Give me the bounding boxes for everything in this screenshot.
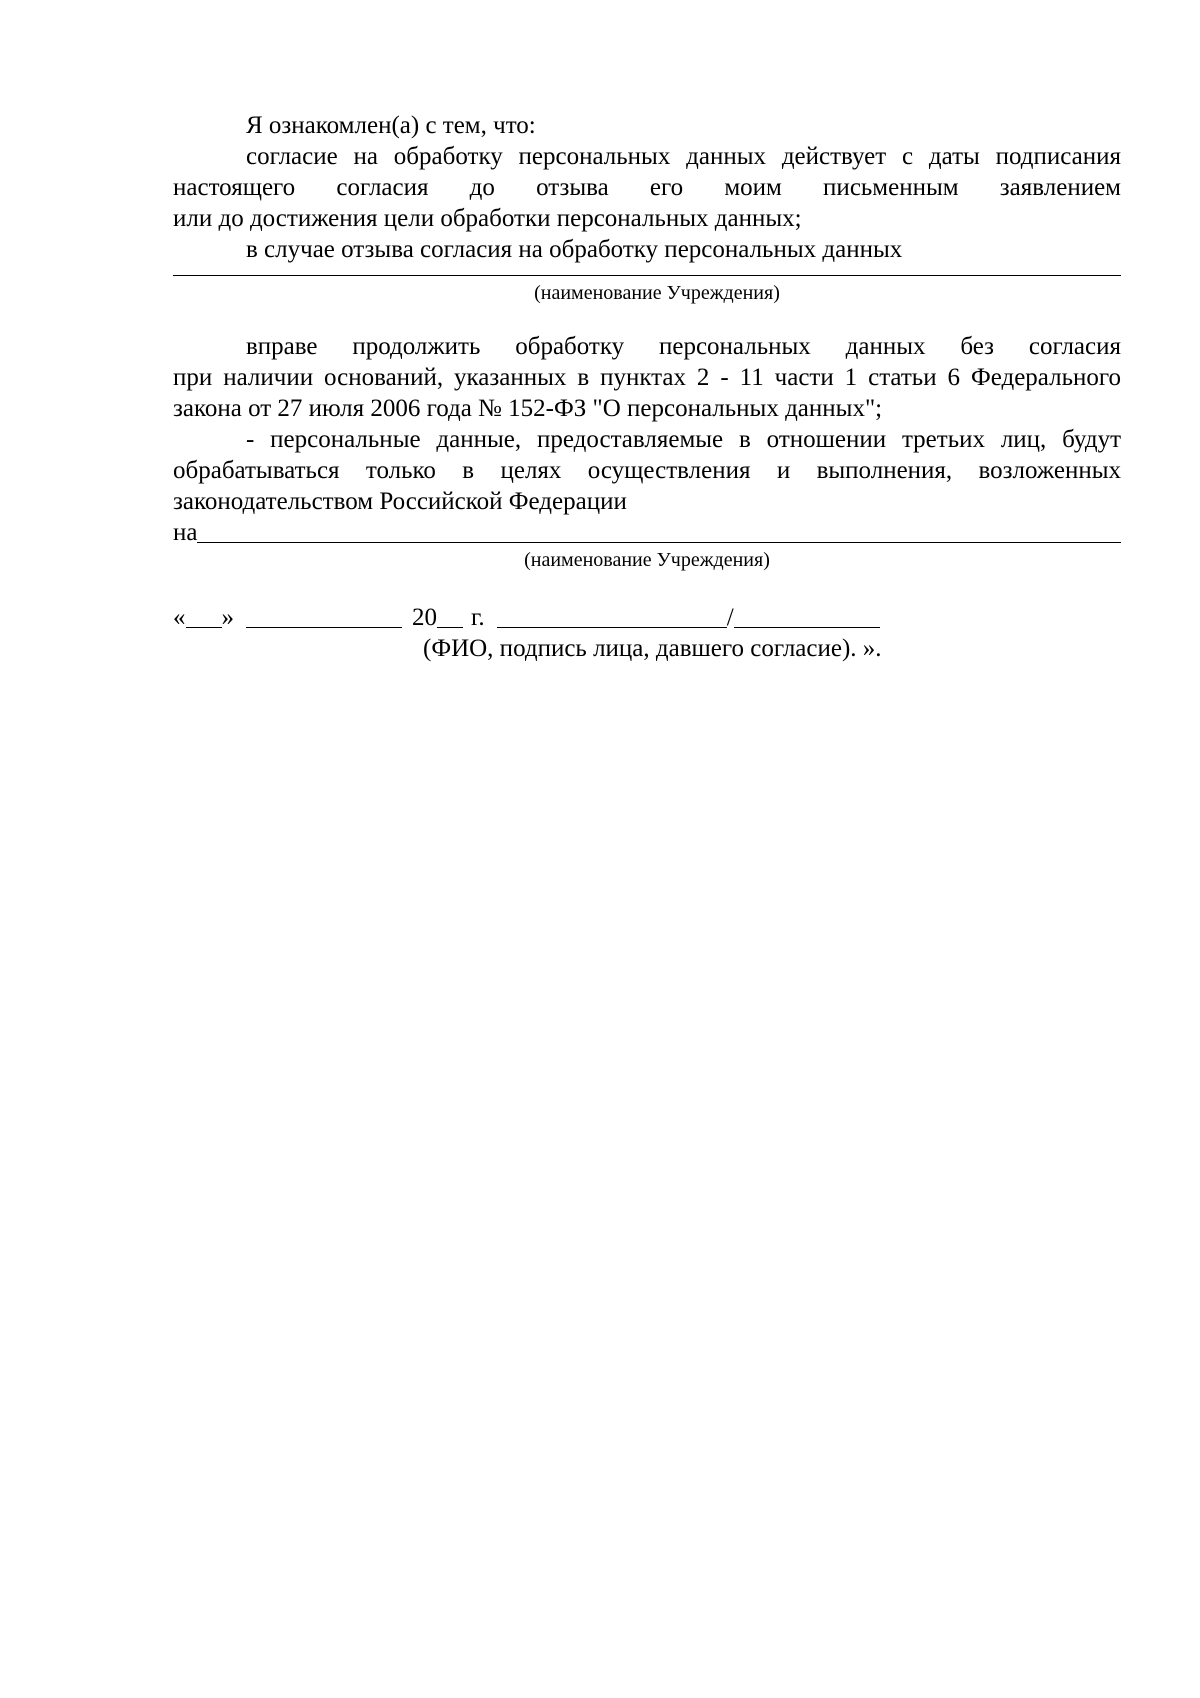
close-quote: »	[221, 604, 234, 631]
year-field[interactable]	[437, 603, 463, 628]
open-quote: «	[173, 604, 186, 631]
institution-name-field-2[interactable]	[197, 518, 1121, 543]
intro-text: Я ознакомлен(а) с тем, что:	[246, 112, 536, 139]
paragraph-consent-validity	[173, 141, 1121, 234]
institution-name-field[interactable]	[173, 275, 1121, 276]
document-body	[173, 110, 1121, 664]
paragraph-line: при наличии оснований, указанных в пунктах 2 - 11 части 1 статьи 6 Федерального	[173, 364, 1121, 391]
paragraph-continue-processing	[173, 331, 1121, 424]
institution-caption: (наименование Учреждения)	[534, 282, 780, 304]
month-field[interactable]	[246, 603, 402, 628]
paragraph-revocation: в случае отзыва согласия на обработку персональных данных	[246, 236, 903, 263]
na-prefix: на	[173, 519, 198, 546]
slash-separator: /	[726, 604, 734, 631]
paragraph-third-parties	[173, 424, 1121, 517]
paragraph-line: вправе продолжить обработку персональных данных без согласия	[246, 333, 1121, 360]
day-field[interactable]	[186, 603, 222, 628]
signature-caption: (ФИО, подпись лица, давшего согласие). ».	[423, 635, 882, 662]
year-prefix: 20	[412, 604, 437, 631]
year-suffix: г.	[471, 604, 485, 631]
full-name-field[interactable]	[497, 603, 727, 628]
signature-field[interactable]	[734, 603, 880, 628]
paragraph-line: или до достижения цели обработки персональных данных;	[173, 205, 802, 232]
na-institution-row	[173, 517, 1121, 548]
paragraph-line: согласие на обработку персональных данных действует с даты подписания	[246, 143, 1121, 170]
institution-caption-2: (наименование Учреждения)	[524, 549, 770, 571]
paragraph-line: обрабатываться только в целях осуществления и выполнения, возложенных	[173, 457, 1121, 484]
paragraph-line: настоящего согласия до отзыва его моим письменным заявлением	[173, 174, 1121, 201]
paragraph-line: законодательством Российской Федерации	[173, 488, 627, 515]
paragraph-line: - персональные данные, предоставляемые в отношении третьих лиц, будут	[246, 426, 1121, 453]
date-signature-row	[173, 602, 1121, 633]
paragraph-line: закона от 27 июля 2006 года № 152-ФЗ "О персональных данных";	[173, 395, 883, 422]
